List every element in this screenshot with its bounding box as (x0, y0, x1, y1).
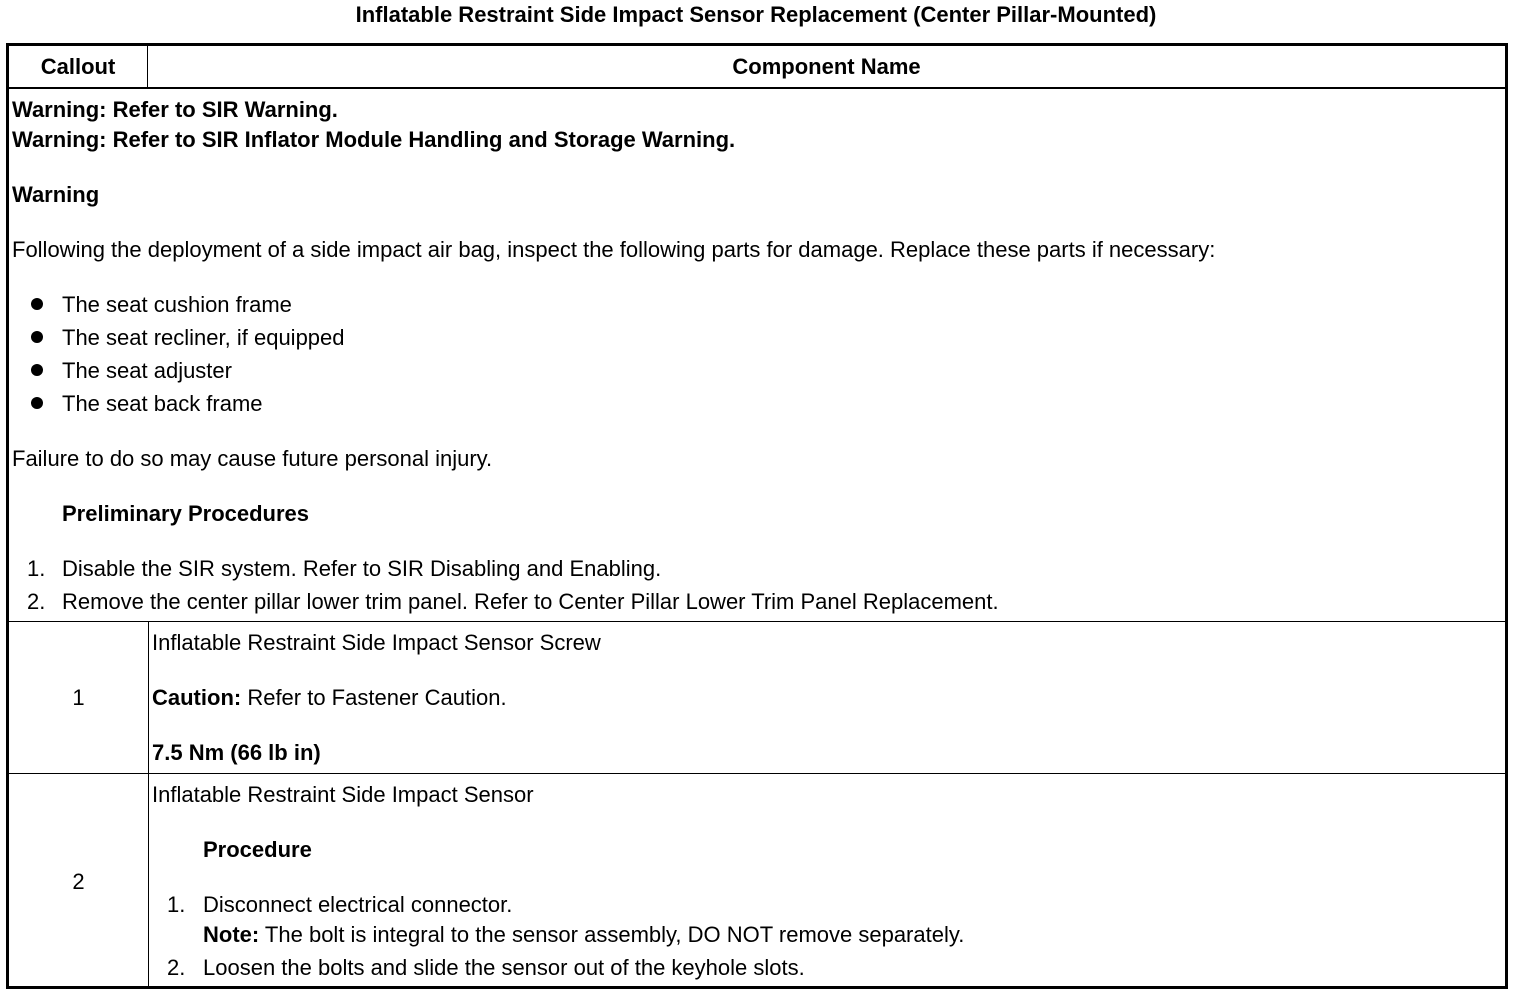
header-callout: Callout (9, 46, 148, 87)
bullet-icon (31, 298, 43, 310)
prelim-step-text: Remove the center pillar lower trim panel. Refer to Center Pillar Lower Trim Panel Replacement. (62, 589, 999, 614)
component-name: Inflatable Restraint Side Impact Sensor Screw (152, 630, 601, 655)
warning-sir: Warning: Refer to SIR Warning. (12, 97, 338, 122)
list-item: The seat back frame (62, 391, 263, 416)
failure-text: Failure to do so may cause future personal injury. (12, 446, 493, 471)
table-header (9, 46, 1505, 89)
component-name: Inflatable Restraint Side Impact Sensor (152, 782, 534, 807)
bullet-icon (31, 331, 43, 343)
caution-label: Caution: (152, 685, 242, 710)
row-divider (9, 621, 1505, 622)
prelim-step-num: 2. (27, 589, 46, 614)
prelim-heading: Preliminary Procedures (62, 501, 310, 526)
list-item: The seat cushion frame (62, 292, 292, 317)
procedure-step-text: Loosen the bolts and slide the sensor out of the keyhole slots. (203, 955, 805, 980)
note-line (203, 922, 964, 948)
warning-heading: Warning (12, 182, 100, 207)
caution-text: Refer to Fastener Caution. (241, 685, 507, 710)
list-item: The seat recliner, if equipped (62, 325, 345, 350)
list-item: The seat adjuster (62, 358, 232, 383)
procedure-step-num: 1. (167, 892, 186, 917)
column-divider (148, 774, 149, 989)
note-label: Note: (203, 922, 260, 947)
procedure-step-text: Disconnect electrical connector. (203, 892, 513, 917)
page-title: Inflatable Restraint Side Impact Sensor Replacement (Center Pillar-Mounted) (355, 2, 1157, 27)
callout-number: 1 (72, 685, 85, 710)
warning-inflator-handling: Warning: Refer to SIR Inflator Module Handling and Storage Warning. (12, 127, 736, 152)
column-divider (148, 622, 149, 773)
warning-text: Following the deployment of a side impact air bag, inspect the following parts for damage. Replace these parts if necessary: (12, 237, 1216, 262)
callout-number: 2 (72, 869, 85, 894)
prelim-step-text: Disable the SIR system. Refer to SIR Disabling and Enabling. (62, 556, 662, 581)
procedure-heading: Procedure (203, 837, 312, 862)
row-divider (9, 773, 1505, 774)
intro-section (9, 89, 1505, 621)
note-text: The bolt is integral to the sensor assembly, DO NOT remove separately. (259, 922, 965, 947)
caution-line (152, 685, 507, 711)
header-component-name: Component Name (732, 54, 921, 79)
bullet-icon (31, 364, 43, 376)
torque-spec: 7.5 Nm (66 lb in) (152, 740, 321, 765)
procedure-step-num: 2. (167, 955, 186, 980)
bullet-icon (31, 397, 43, 409)
component-table (6, 43, 1508, 989)
prelim-step-num: 1. (27, 556, 46, 581)
